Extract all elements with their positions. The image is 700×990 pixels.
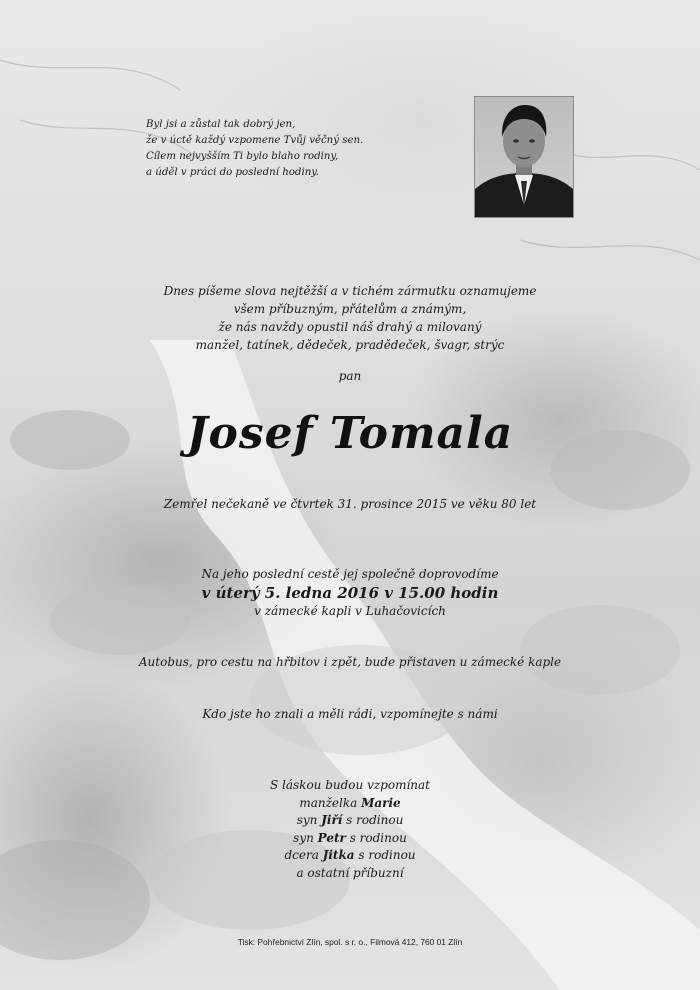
funeral-intro: Na jeho poslední cestě jej společně doprovodíme <box>201 567 499 581</box>
mourner-son <box>200 812 500 830</box>
mourner-name: Petr <box>317 830 346 845</box>
mourners-others: a ostatní příbuzní <box>296 865 404 880</box>
mourner-name: Marie <box>361 795 401 810</box>
funeral-place: v zámecké kapli v Luhačovicích <box>254 604 446 618</box>
title-pan: pan <box>338 369 362 383</box>
verse-line: že v úctě každý vzpomene Tvůj věčný sen. <box>146 135 364 146</box>
portrait-photo <box>474 96 574 218</box>
mourner-suffix: s rodinou <box>358 848 416 862</box>
announcement-line: Dnes píšeme slova nejtěžší a v tichém zármutku oznamujeme <box>163 284 537 298</box>
printer-credit: Tisk: Pohřebnictví Zlín, spol. s r. o., Filmová 412, 760 01 Zlín <box>237 937 463 947</box>
mourner-daughter <box>200 847 500 865</box>
bus-notice: Autobus, pro cestu na hřbitov i zpět, bude přistaven u zámecké kaple <box>138 655 562 669</box>
mourner-relation: syn <box>296 813 318 827</box>
mourners-list <box>200 777 500 882</box>
mourner-suffix: s rodinou <box>349 830 407 845</box>
mourner-suffix: s rodinou <box>346 813 404 827</box>
verse-line: a úděl v práci do poslední hodiny. <box>146 167 319 178</box>
mourner-wife <box>200 795 500 813</box>
verse-line: Byl jsi a zůstal tak dobrý jen, <box>146 119 296 130</box>
mourner-relation: manželka <box>299 795 358 810</box>
announcement-line: manžel, tatínek, dědeček, pradědeček, švagr, strýc <box>195 338 505 352</box>
verse-line: Cílem nejvyšším Ti bylo blaho rodiny, <box>146 151 339 162</box>
death-notice: Zemřel nečekaně ve čtvrtek 31. prosince 2015 ve věku 80 let <box>163 497 537 511</box>
mourners-intro: S láskou budou vzpomínat <box>269 778 430 792</box>
announcement-line: že nás navždy opustil náš drahý a milovaný <box>218 320 482 334</box>
deceased-name: Josef Tomala <box>186 408 514 459</box>
funeral-info <box>120 566 580 620</box>
announcement <box>140 282 560 354</box>
remembrance-line: Kdo jste ho znali a měli rádi, vzpomínejte s námi <box>202 707 498 721</box>
announcement-line: všem příbuzným, přátelům a známým, <box>233 302 467 316</box>
mourner-relation: dcera <box>284 848 319 862</box>
mourner-relation: syn <box>293 830 314 845</box>
memorial-verse <box>146 117 406 181</box>
funeral-date: v úterý 5. ledna 2016 v 15.00 hodin <box>201 584 499 602</box>
mourner-name: Jitka <box>322 848 355 862</box>
portrait-figure <box>475 97 573 217</box>
mourner-son <box>200 830 500 848</box>
mourner-name: Jiří <box>321 813 343 827</box>
